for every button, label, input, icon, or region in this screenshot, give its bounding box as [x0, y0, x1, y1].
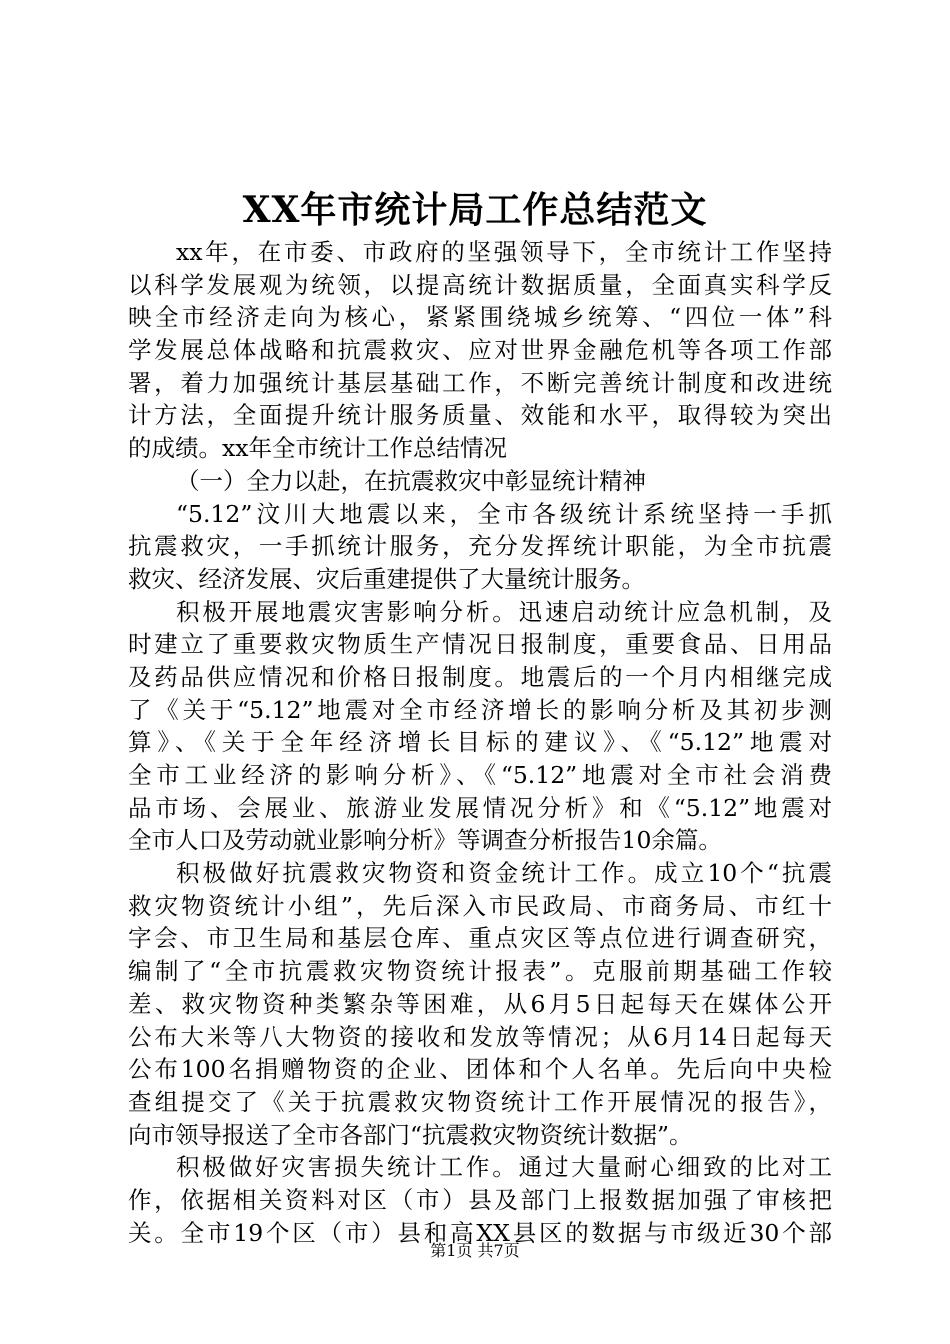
text-line: xx年，在市委、市政府的坚强领导下，全市统计工作坚持: [176, 238, 832, 266]
text-line: 全市人口及劳动就业影响分析》等调查分析报告10余篇。: [128, 826, 722, 855]
text-line: 以科学发展观为统领，以提高统计数据质量，全面真实科学反: [128, 270, 832, 299]
text-line: 积极做好抗震救灾物资和资金统计工作。成立10个“抗震: [176, 859, 832, 888]
text-line: 映全市经济走向为核心，紧紧围绕城乡统筹、“四位一体”科: [128, 303, 832, 332]
text-line: 救灾、经济发展、灾后重建提供了大量统计服务。: [128, 564, 645, 593]
text-line: 字会、市卫生局和基层仓库、重点灾区等点位进行调查研究，: [128, 924, 832, 953]
text-line: 署，着力加强统计基层基础工作，不断完善统计制度和改进统: [128, 368, 832, 397]
page-title: XX年市统计局工作总结范文: [242, 189, 708, 231]
text-line: 及药品供应情况和价格日报制度。地震后的一个月内相继完成: [128, 662, 832, 691]
page-footer: 第1页 共7页: [430, 1241, 520, 1260]
text-line: 全市工业经济的影响分析》、《“5.12”地震对全市社会消费: [128, 761, 832, 789]
text-line: 编制了“全市抗震救灾物资统计报表”。克服前期基础工作较: [128, 957, 832, 986]
text-line: 作，依据相关资料对区（市）县及部门上报数据加强了审核把: [128, 1185, 832, 1214]
text-line: 算》、《关于全年经济增长目标的建议》、《“5.12”地震对: [128, 728, 832, 757]
text-line: 公布大米等八大物资的接收和发放等情况；从6月14日起每天: [128, 1022, 832, 1051]
document-body: [128, 236, 832, 1249]
text-line: 了《关于“5.12”地震对全市经济增长的影响分析及其初步测: [128, 695, 832, 724]
text-line: 积极开展地震灾害影响分析。迅速启动统计应急机制，及: [176, 597, 832, 626]
text-line: 计方法，全面提升统计服务质量、效能和水平，取得较为突出: [128, 401, 832, 430]
text-line: “5.12”汶川大地震以来，全市各级统计系统坚持一手抓: [176, 499, 832, 528]
text-line: 品市场、会展业、旅游业发展情况分析》和《“5.12”地震对: [128, 793, 832, 822]
text-line: 时建立了重要救灾物质生产情况日报制度，重要食品、日用品: [128, 630, 832, 659]
text-line: 积极做好灾害损失统计工作。通过大量耐心细致的比对工: [176, 1153, 832, 1182]
text-line: 救灾物资统计小组”，先后深入市民政局、市商务局、市红十: [128, 891, 832, 920]
text-line: 公布100名捐赠物资的企业、团体和个人名单。先后向中央检: [128, 1055, 832, 1084]
text-line: 向市领导报送了全市各部门“抗震救灾物资统计数据”。: [128, 1120, 693, 1149]
text-line: 的成绩。xx年全市统计工作总结情况: [128, 434, 508, 463]
text-line: 关。全市19个区（市）县和高XX县区的数据与市级近30个部: [128, 1218, 832, 1247]
text-line: 查组提交了《关于抗震救灾物资统计工作开展情况的报告》，: [128, 1087, 832, 1116]
text-line: （一）全力以赴，在抗震救灾中彰显统计精神: [176, 466, 646, 495]
text-line: 抗震救灾，一手抓统计服务，充分发挥统计职能，为全市抗震: [128, 532, 832, 561]
text-line: 差、救灾物资种类繁杂等困难，从6月5日起每天在媒体公开: [128, 989, 832, 1018]
text-line: 学发展总体战略和抗震救灾、应对世界金融危机等各项工作部: [128, 336, 832, 365]
